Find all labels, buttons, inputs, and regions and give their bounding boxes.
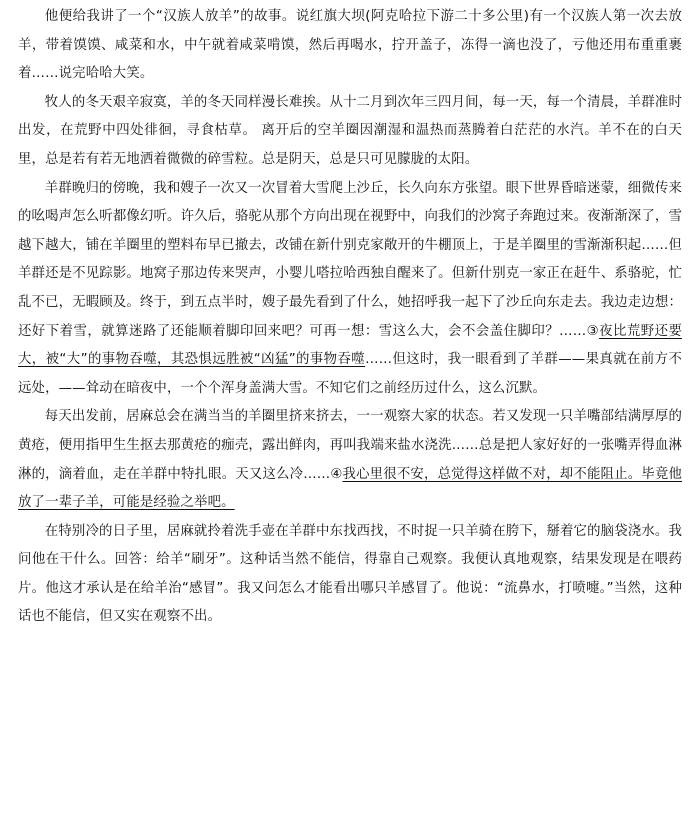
paragraph-2-text: 牧人的冬天艰辛寂寞，羊的冬天同样漫长难挨。从十二月到次年三四月间，每一天，每一个清晨，羊群准时出发，在荒野中四处徘徊，寻食枯草。 离开后的空羊圈因潮湿和温热而蒸腾着白茫茫的水汽。羊不在的白天里，总是若有若无地洒着微微的碎雪粒。总是阴天，总是只可见朦胧的太阳。 (18, 94, 682, 167)
paragraph-1-text: 他便给我讲了一个“汉族人放羊”的故事。说红旗大坝(阿克哈拉下游二十多公里)有一个汉族人第一次去放羊，带着馍馍、咸菜和水，中午就着咸菜啃馍，然后再喝水，拧开盖子，冻得一滴也没了，亏他还用布重重裹着……说完哈哈大笑。 (18, 9, 682, 82)
paragraph-2 (18, 89, 682, 175)
paragraph-1 (18, 3, 682, 89)
paragraph-4 (18, 403, 682, 517)
paragraph-4-text-a: 每天出发前，居麻总会在满当当的羊圈里挤来挤去，一一观察大家的状态。若又发现一只羊嘴部结满厚厚的黄疮，便用指甲生生抠去那黄疮的痂壳，露出鲜肉，再叫我端来盐水浇洗……总是把人家好好的一张嘴弄得血淋淋的，滴着血，走在羊群中特扎眼。天又这么冷……④ (18, 409, 682, 482)
paragraph-3-text-b: ……但这时，我一眼看到了羊群——果真就在前方不远处，——耸动在暗夜中，一个个浑身盖满大雪。不知它们之前经历过什么，这么沉默。 (18, 352, 682, 396)
paragraph-3-text-a: 羊群晚归的傍晚，我和嫂子一次又一次冒着大雪爬上沙丘，长久向东方张望。眼下世界昏暗迷蒙，细微传来的吆喝声怎么听都像幻听。许久后，骆驼从那个方向出现在视野中，向我们的沙窝子奔跑过来。夜渐渐深了，雪越下越大，铺在羊圈里的塑料布早已撤去，改铺在新什别克家敞开的牛棚顶上，于是羊圈里的雪渐渐积起……但羊群还是不见踪影。地窝子那边传来哭声，小婴儿嗒拉哈西独自醒来了。但新什别克一家正在赶牛、系骆驼，忙乱不已，无暇顾及。终于，到五点半时，嫂子最先看到了什么，她招呼我一起下了沙丘向东走去。我边走边想：还好下着雪，就算迷路了还能顺着脚印回来吧？可再一想：雪这么大，会不会盖住脚印？……③ (18, 180, 682, 339)
underlined-sentence-3: 夜比荒野还要大，被“大”的事物吞噬，其恐惧远胜被“凶猛”的事物吞噬 (18, 323, 682, 368)
underlined-sentence-4: 我心里很不安，总觉得这样做不对，却不能阻止。毕竟他放了一辈子羊，可能是经验之举吧。 (18, 466, 682, 511)
paragraph-5 (18, 518, 682, 632)
paragraph-3 (18, 175, 682, 404)
paragraph-5-text: 在特别冷的日子里，居麻就拎着洗手壶在羊群中东找西找，不时捉一只羊骑在胯下，掰着它的脑袋浇水。我问他在干什么。回答：给羊“刷牙”。这种话当然不能信，得靠自己观察。我便认真地观察，结果发现是在喂药片。他这才承认是在给羊治“感冒”。我又问怎么才能看出哪只羊感冒了。他说：“流鼻水，打喷嚏。”当然，这种话也不能信，但又实在观察不出。 (18, 523, 682, 625)
